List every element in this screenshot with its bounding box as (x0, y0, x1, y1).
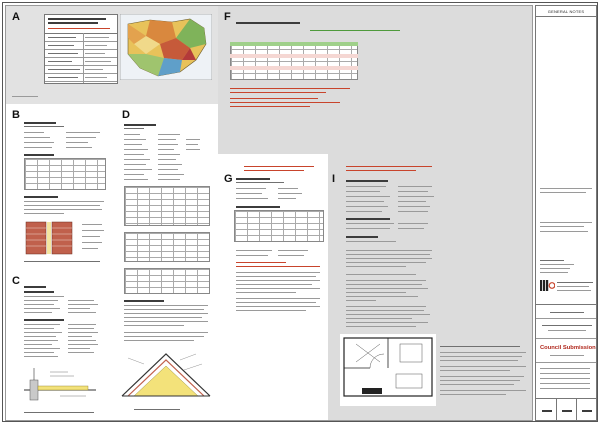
drawing-sheet (2, 2, 598, 422)
south-africa-climate-zone-map (120, 14, 212, 80)
title-block (535, 5, 597, 421)
panel-f-letter: F (224, 11, 231, 23)
panel-d-table-3 (124, 268, 210, 294)
brick-wall-section-detail (22, 220, 78, 256)
company-logo (540, 278, 555, 293)
panel-c (6, 274, 112, 421)
panel-a (6, 6, 218, 104)
panel-g (218, 154, 328, 421)
room-floor-plan-detail (340, 334, 436, 406)
panel-g-table (234, 210, 324, 242)
slab-insulation-detail (20, 366, 100, 404)
panel-c-letter: C (12, 275, 20, 287)
panel-f (218, 6, 533, 154)
panel-d (112, 104, 218, 421)
panel-b-letter: B (12, 109, 20, 121)
panel-a-letter: A (12, 11, 20, 23)
roof-build-up-detail (120, 348, 212, 400)
panel-b-values-table (24, 158, 106, 190)
panel-d-table-2 (124, 232, 210, 262)
general-notes-heading: GENERAL NOTES (536, 6, 596, 17)
panel-d-table-1 (124, 186, 210, 226)
panel-d-letter: D (122, 109, 130, 121)
panel-i-letter: I (332, 173, 336, 185)
council-submission-label: Council Submission (540, 345, 596, 351)
panel-a-info-table (44, 14, 118, 84)
drawing-area (5, 5, 533, 421)
panel-g-letter: G (224, 173, 233, 185)
panel-i (328, 154, 533, 421)
panel-b (6, 104, 112, 274)
penetration-calculation-table (230, 42, 358, 80)
